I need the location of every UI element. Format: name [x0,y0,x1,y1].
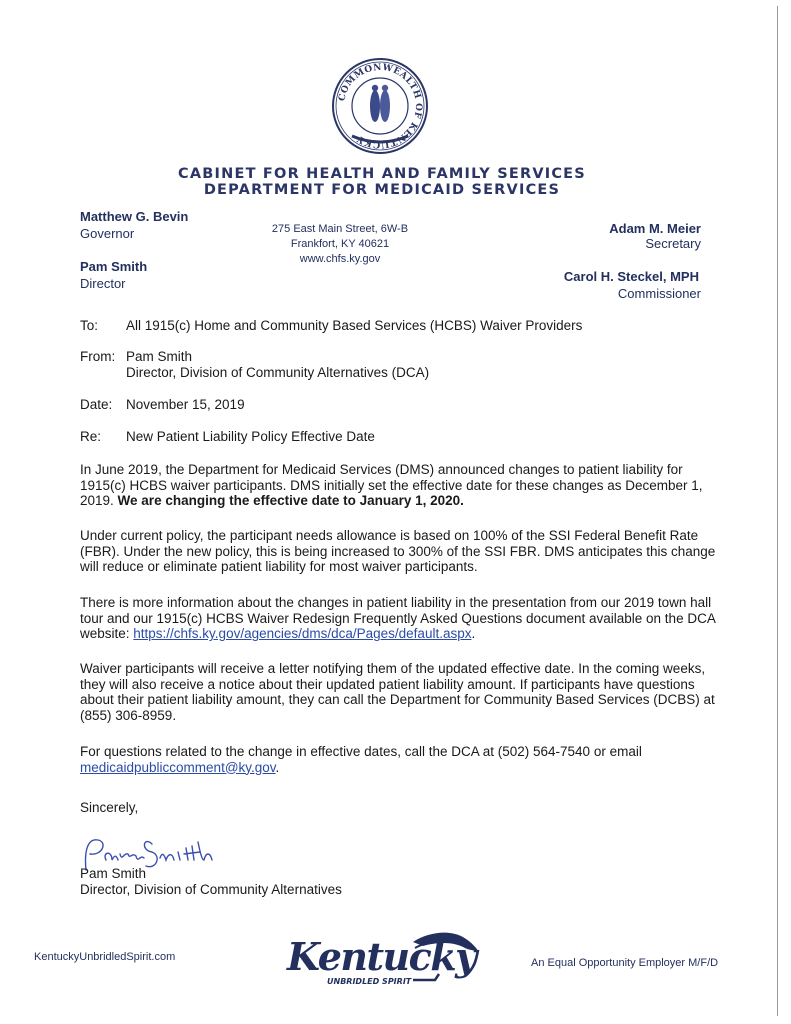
svg-text:COMMONWEALTH OF KENTUCKY: COMMONWEALTH OF KENTUCKY [337,62,424,150]
paragraph-more-info: There is more information about the changes in patient liability in the presentation from our 2019 town hall tour and our 1915(c) HCBS Waiver Redesign Frequently Asked Questions document available on the DCA website: https://chfs.ky.gov/agencies/dms/dca/Pages/default.aspx. [80,595,716,641]
salutation: Sincerely, [80,800,139,815]
email-link[interactable]: medicaidpubliccomment@ky.gov [80,759,276,775]
commissioner-name: Carol H. Steckel, MPH [563,269,699,284]
page-edge-line [777,6,778,1016]
paragraph-notification: Waiver participants will receive a letter notifying them of the updated effective date. In the coming weeks, they will also receive a notice about their updated patient liability amount. If participants have questions about their patient liability amount, they can call the Department for Community Based Services (DCBS) at (855) 306-8959. [80,661,715,723]
signer-name: Pam Smith [80,866,147,881]
re-label: Re: [80,429,102,444]
re-value: New Patient Liability Policy Effective Date [126,429,375,444]
svg-text:Kentucky: Kentucky [287,934,476,979]
date-label: Date: [80,397,113,412]
signer-title: Director, Division of Community Alternatives [80,882,342,897]
director-name: Pam Smith [80,259,148,274]
department-heading: DEPARTMENT FOR MEDICAID SERVICES [203,182,561,198]
dca-website-link[interactable]: https://chfs.ky.gov/agencies/dms/dca/Pages/default.aspx [133,626,472,641]
footer-eoe: An Equal Opportunity Employer M/F/D [531,957,719,969]
address-line1: 275 East Main Street, 6W-B [271,223,409,235]
commissioner-title: Commissioner [617,286,701,301]
from-title: Director, Division of Community Alternatives (DCA) [126,365,430,380]
effective-date-highlight: We are changing the effective date to January 1, 2020. [117,493,464,508]
director-title: Director [80,276,126,291]
paragraph-effective-date: In June 2019, the Department for Medicaid Services (DMS) announced changes to patient liability for 1915(c) HCBS waiver participants. DMS initially set the effective date for these changes as December 1, 2019. We are changing the effective date to January 1, 2020. [80,462,703,508]
cabinet-heading: CABINET FOR HEALTH AND FAMILY SERVICES [178,166,586,182]
address-website: www.chfs.ky.gov [299,253,381,265]
address-line2: Frankfort, KY 40621 [290,238,390,250]
kentucky-seal-icon [330,56,430,156]
footer-website: KentuckyUnbridledSpirit.com [34,951,176,963]
governor-title: Governor [80,226,135,241]
secretary-name: Adam M. Meier [609,221,701,236]
date-value: November 15, 2019 [126,397,245,412]
from-name: Pam Smith [126,349,193,364]
kentucky-unbridled-spirit-logo-icon [283,928,483,994]
from-value [126,349,429,381]
from-label: From: [80,349,116,364]
governor-name: Matthew G. Bevin [80,209,189,224]
secretary-title: Secretary [645,236,701,251]
to-value: All 1915(c) Home and Community Based Services (HCBS) Waiver Providers [126,318,583,333]
paragraph-contact: For questions related to the change in effective dates, call the DCA at (502) 564-7540 or email medicaidpubliccomment@ky.gov. [80,744,642,775]
address-block [260,222,420,267]
paragraph-policy: Under current policy, the participant needs allowance is based on 100% of the SSI Federal Benefit Rate (FBR). Under the new policy, this is being increased to 300% of the SSI FBR. DMS anticipates this change will reduce or eliminate patient liability for most waiver participants. [80,528,716,574]
to-label: To: [80,318,99,333]
svg-text:UNBRIDLED SPIRIT: UNBRIDLED SPIRIT [327,977,412,986]
